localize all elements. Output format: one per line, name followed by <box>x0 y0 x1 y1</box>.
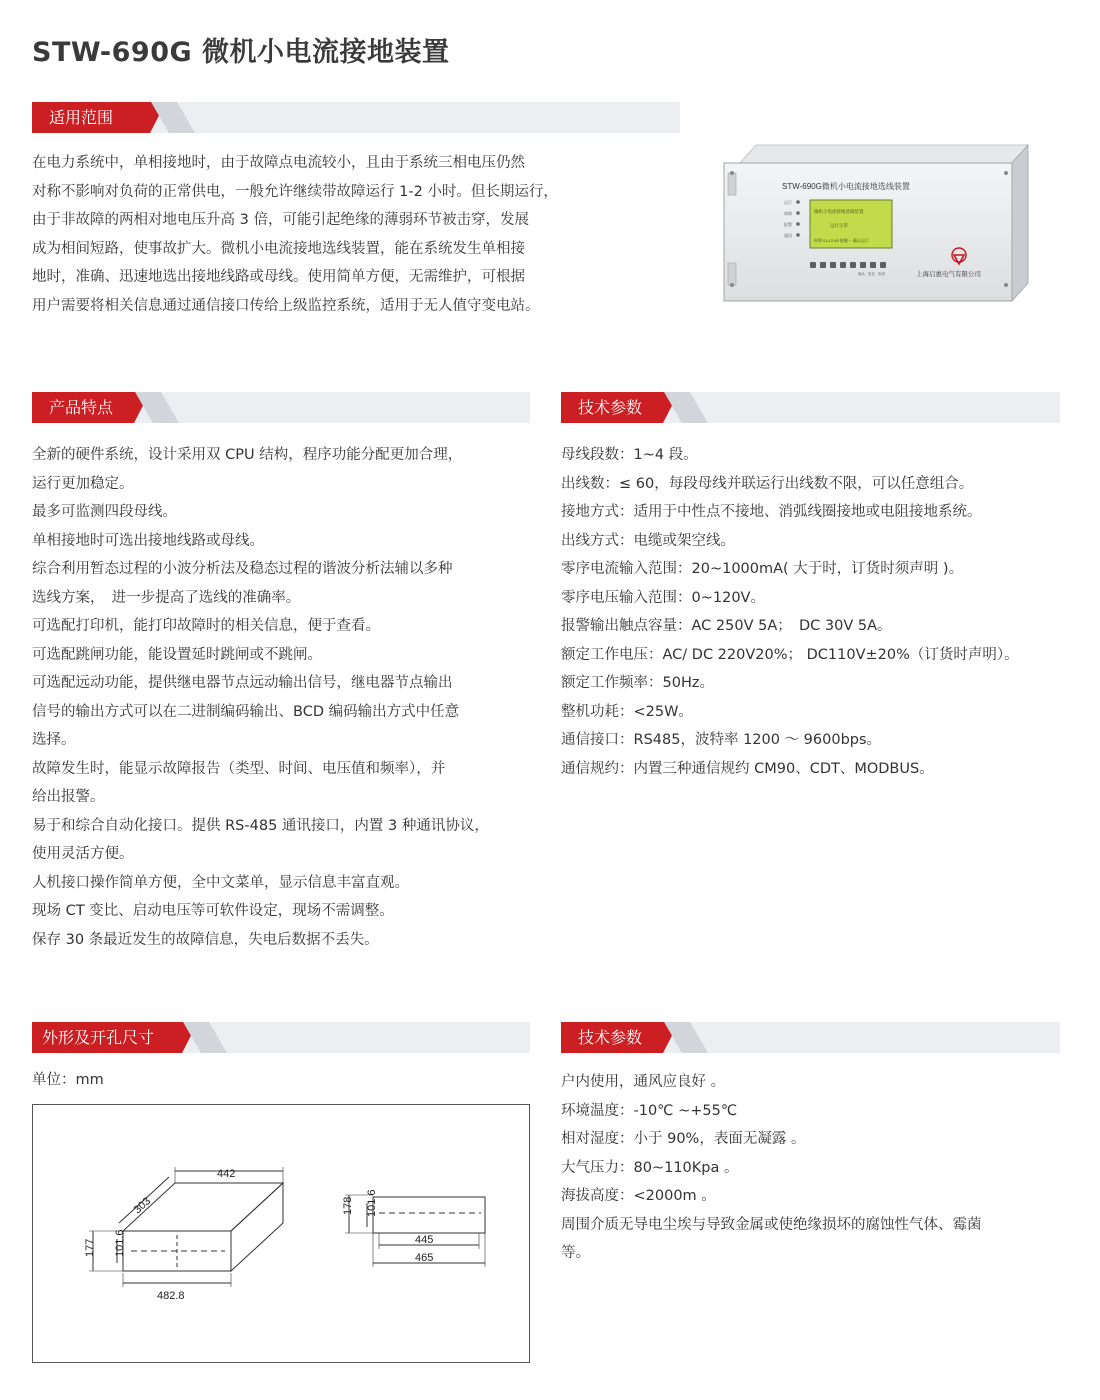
key-label: 复位 <box>868 272 875 276</box>
device-panel-title: STW-690G微机小电流接地选线装置 <box>782 182 910 191</box>
feature-line: 可选配打印机，能打印故障时的相关信息，便于查看。 <box>32 618 380 634</box>
feature-line: 单相接地时可选出接地线路或母线。 <box>32 532 264 549</box>
feature-line: 人机接口操作简单方便，全中文菜单，显示信息丰富直观。 <box>32 874 409 891</box>
spec-line: 零序电压输入范围：0~120V。 <box>561 589 765 606</box>
lcd-line: 微机小电流接地选线装置 <box>814 209 864 214</box>
feature-line: 综合利用暂态过程的小波分析法及稳态过程的谐波分析法辅以多种 <box>32 561 453 577</box>
device-image <box>722 143 1030 303</box>
section-tab-features: 产品特点 <box>32 392 134 423</box>
spec-line: 出线方式：电缆或架空线。 <box>561 532 735 549</box>
intro-text <box>32 149 632 320</box>
section-header-tech-params-env <box>561 1022 1060 1053</box>
section-tab-dimensions: 外形及开孔尺寸 <box>32 1022 182 1053</box>
section-header-scope <box>32 102 680 133</box>
intro-line: 成为相间短路，使事故扩大。微机小电流接地选线装置，能在系统发生单相接 <box>32 240 525 257</box>
feature-line: 易于和综合自动化接口。提供 RS-485 通讯接口，内置 3 种通讯协议， <box>32 817 489 834</box>
dim-label: 442 <box>217 1168 236 1180</box>
intro-line: 由于非故障的两相对地电压升高 3 倍，可能引起绝缘的薄弱环节被击穿，发展 <box>32 212 529 228</box>
dim-label: 178 <box>342 1196 354 1215</box>
feature-line: 全新的硬件系统，设计采用双 CPU 结构，程序功能分配更加合理， <box>32 447 463 463</box>
dim-label: 101.6 <box>366 1189 378 1217</box>
feature-line: 保存 30 条最近发生的故障信息，失电后数据不丢失。 <box>32 931 379 948</box>
page-title: STW-690G 微机小电流接地装置 <box>32 37 450 68</box>
section-header-features <box>32 392 530 423</box>
dimension-drawing-frame <box>32 1104 530 1363</box>
device-top <box>740 145 1028 163</box>
dim-label: 465 <box>415 1252 434 1264</box>
dimension-drawing <box>33 1105 529 1362</box>
feature-line: 故障发生时，能显示故障报告（类型、时间、电压值和频率），并 <box>32 760 446 777</box>
spec-line: 零序电流输入范围：20~1000mA( 大于时，订货时须声明 )。 <box>561 561 964 577</box>
environment-list <box>561 1068 1066 1268</box>
unit-label: 单位：mm <box>32 1072 104 1088</box>
case-side <box>231 1183 283 1271</box>
spec-line: 报警输出触点容量：AC 250V 5A； DC 30V 5A。 <box>561 618 892 634</box>
features-list <box>32 441 538 954</box>
env-line: 相对湿度：小于 90%，表面无凝露 。 <box>561 1131 806 1147</box>
feature-line: 运行更加稳定。 <box>32 475 134 492</box>
feature-line: 可选配跳闸功能，能设置延时跳闸或不跳闸。 <box>32 646 322 663</box>
dim-label: 303 <box>131 1195 154 1217</box>
spec-line: 母线段数：1~4 段。 <box>561 447 698 463</box>
led-label: 报警 <box>784 222 792 227</box>
dim-label: 482.8 <box>157 1290 185 1302</box>
lcd-line: 时钟 01:12:45 按键一 确认运行 <box>814 238 869 243</box>
section-header-dimensions <box>32 1022 530 1053</box>
led-label: 运行 <box>784 200 792 205</box>
section-tab-scope: 适用范围 <box>32 102 150 133</box>
feature-line: 可选配远动功能，提供继电器节点远动输出信号，继电器节点输出 <box>32 675 453 691</box>
spec-line: 出线数：≤ 60，每段母线并联运行出线数不限，可以任意组合。 <box>561 475 974 492</box>
intro-line: 对称不影响对负荷的正常供电，一般允许继续带故障运行 1-2 小时。但长期运行， <box>32 183 558 200</box>
intro-line: 在电力系统中，单相接地时，由于故障点电流较小，且由于系统三相电压仍然 <box>32 155 525 171</box>
spec-line: 额定工作电压：AC/ DC 220V20%； DC110V±20%（订货时声明）。 <box>561 646 1019 663</box>
dim-label: 177 <box>84 1238 96 1257</box>
key-label: 取消 <box>878 272 885 276</box>
feature-line: 最多可监测四段母线。 <box>32 504 177 520</box>
lcd-line: 运行正常 <box>830 223 848 228</box>
led-label: 故障 <box>784 211 792 216</box>
env-line: 大气压力：80~110Kpa 。 <box>561 1159 739 1176</box>
key-label: 确认 <box>858 272 865 276</box>
dim-label: 445 <box>415 1234 434 1246</box>
env-line: 环境温度：-10℃ ~+55℃ <box>561 1102 738 1119</box>
device-side <box>1012 145 1028 301</box>
section-tab-tech-params-env: 技术参数 <box>561 1022 663 1053</box>
env-line: 周围介质无导电尘埃与导致金属或使绝缘损坏的腐蚀性气体、霉菌 <box>561 1216 982 1233</box>
feature-line: 使用灵活方便。 <box>32 846 134 862</box>
spec-line: 额定工作频率：50Hz。 <box>561 675 714 691</box>
feature-line: 选线方案， 进一步提高了选线的准确率。 <box>32 589 301 606</box>
led-label: 通讯 <box>784 233 792 238</box>
maker-name: 上海启惠电气有限公司 <box>916 271 981 278</box>
feature-line: 信号的输出方式可以在二进制编码输出、BCD 编码输出方式中任意 <box>32 703 460 720</box>
env-line: 海拔高度：<2000m 。 <box>561 1188 716 1204</box>
dim-label: 101.6 <box>114 1229 126 1257</box>
spec-line: 接地方式：适用于中性点不接地、消弧线圈接地或电阻接地系统。 <box>561 504 982 520</box>
spec-line: 通信规约：内置三种通信规约 CM90、CDT、MODBUS。 <box>561 760 934 777</box>
intro-line: 地时，准确、迅速地选出接地线路或母线。使用简单方便，无需维护，可根据 <box>32 269 525 285</box>
feature-line: 给出报警。 <box>32 789 105 805</box>
cutout-outline <box>373 1197 485 1233</box>
section-header-tech-params <box>561 392 1060 423</box>
section-tab-tech-params: 技术参数 <box>561 392 663 423</box>
spec-list <box>561 441 1081 783</box>
intro-line: 用户需要将相关信息通过通信接口传给上级监控系统，适用于无人值守变电站。 <box>32 297 540 314</box>
env-line: 户内使用，通风应良好 。 <box>561 1074 726 1090</box>
env-line: 等。 <box>561 1245 590 1261</box>
spec-line: 通信接口：RS485，波特率 1200 ～ 9600bps。 <box>561 732 882 748</box>
feature-line: 选择。 <box>32 732 76 748</box>
spec-line: 整机功耗：<25W。 <box>561 703 693 720</box>
feature-line: 现场 CT 变比、启动电压等可软件设定，现场不需调整。 <box>32 903 394 919</box>
